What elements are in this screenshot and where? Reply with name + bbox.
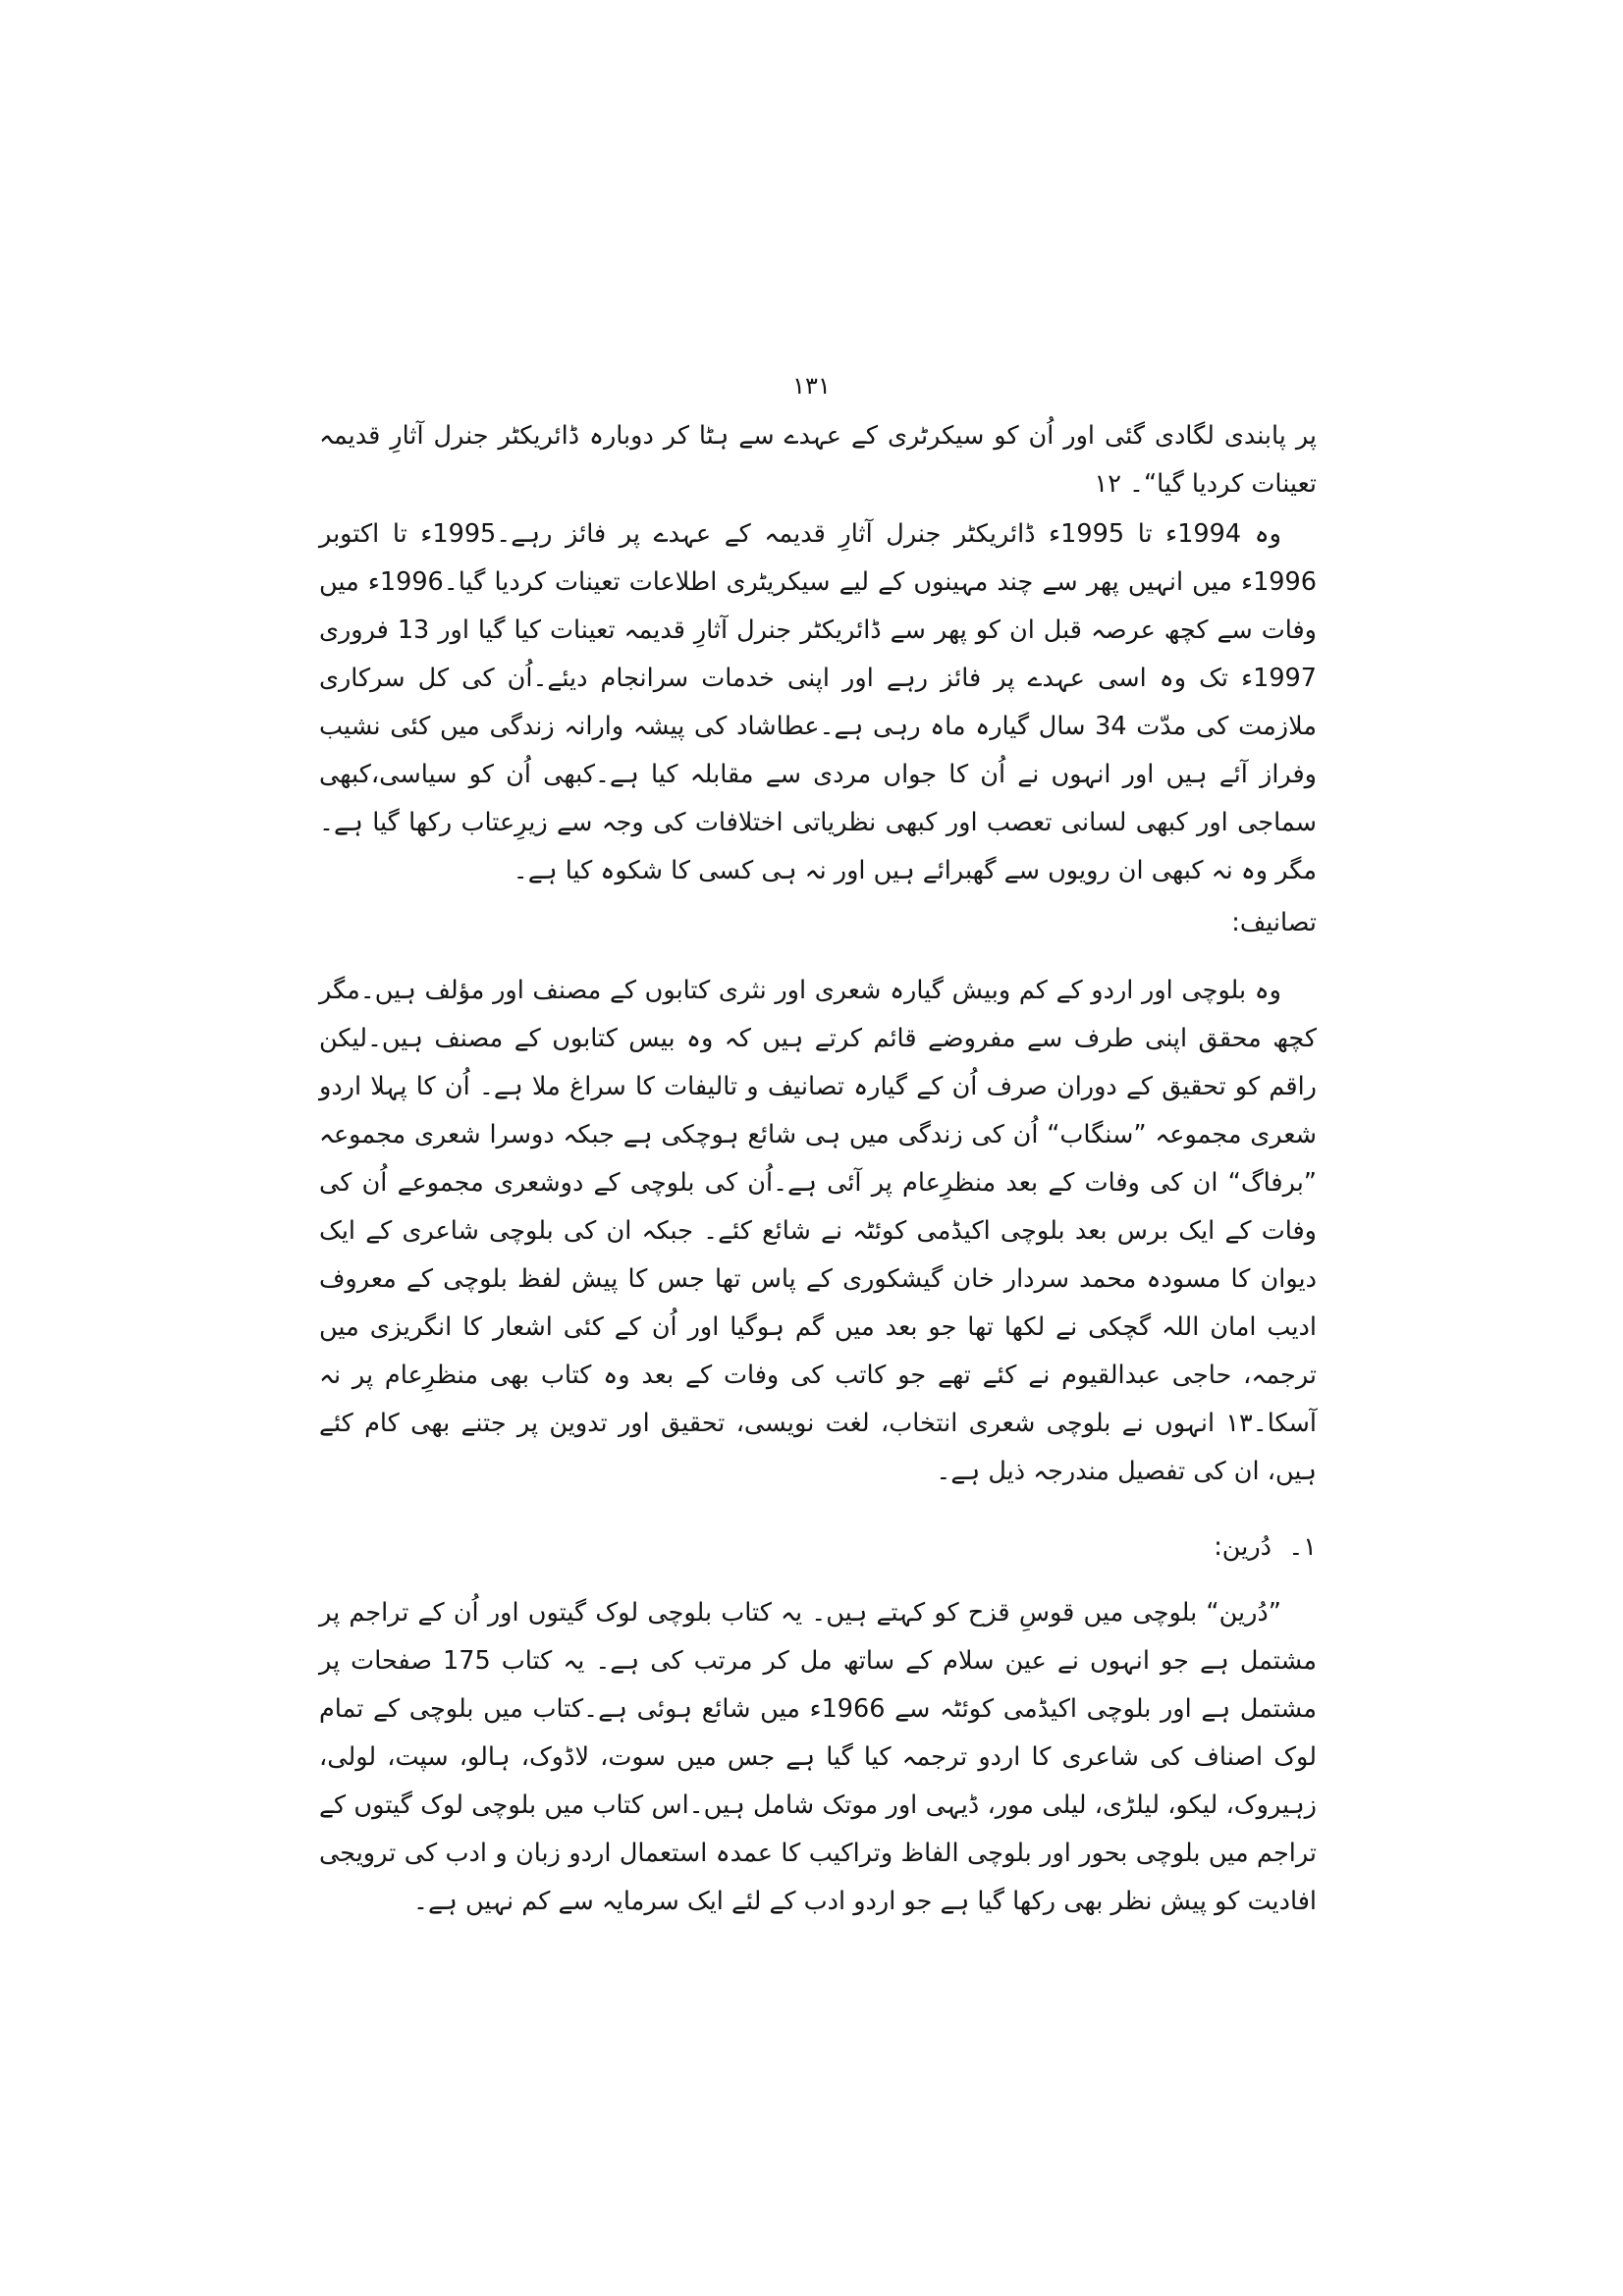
body-text [319, 412, 1317, 1926]
works-heading: تصانیف: [1231, 908, 1317, 937]
works-paragraph: وہ بلوچی اور اردو کے کم وبیش گیارہ شعری اور نثری کتابوں کے مصنف اور مؤلف ہیں۔مگر کچھ محقق اپنی طرف سے مفروضے قائم کرتے ہیں کہ وہ بیس کتابوں کے مصنف ہیں۔لیکن راقم کو تحقیق کے دوران صرف اُن کے گیارہ تصانیف و تالیفات کا سراغ ملا ہے۔ اُن کا پہلا اردو شعری مجموعہ ”سنگاب“ اُن کی زندگی میں ہی شائع ہوچکی ہے جبکہ دوسرا شعری مجموعہ ”برفاگ“ ان کی وفات کے بعد منظرِعام پر آئی ہے۔اُن کی بلوچی کے دوشعری مجموعے اُن کی وفات کے ایک برس بعد بلوچی اکیڈمی کوئٹہ نے شائع کئے۔ جبکہ ان کی بلوچی شاعری کے ایک دیوان کا مسودہ محمد سردار خان گیشکوری کے پاس تھا جس کا پیش لفظ بلوچی کے معروف ادیب امان اللہ گچکی نے لکھا تھا جو بعد میں گم ہوگیا اور اُن کے کئی اشعار کا انگریزی میں ترجمہ، حاجی عبدالقیوم نے کئے تھے جو کاتب کی وفات کے بعد وہ کتاب بھی منظرِعام پر نہ آسکا۔۱۳ انہوں نے بلوچی شعری انتخاب، لغت نویسی، تحقیق اور تدوین پر جتنے بھی کام کئے ہیں، ان کی تفصیل مندرجہ ذیل ہے۔ [319, 976, 1317, 1486]
item-title: دُرین: [1214, 1532, 1271, 1562]
continuation-paragraph: پر پابندی لگادی گئی اور اُن کو سیکرٹری کے عہدے سے ہٹا کر دوبارہ ڈائریکٹر جنرل آثارِ قدیمہ تعینات کردیا گیا“۔ ۱۲ [319, 421, 1317, 499]
service-paragraph: وہ 1994ء تا 1995ء ڈائریکٹر جنرل آثارِ قدیمہ کے عہدے پر فائز رہے۔1995ء تا اکتوبر 1996ء میں انہیں پھر سے چند مہینوں کے لیے سیکریٹری اطلاعات تعینات کردیا گیا۔1996ء میں وفات سے کچھ عرصہ قبل ان کو پھر سے ڈائریکٹر جنرل آثارِ قدیمہ تعینات کیا گیا اور 13 فروری 1997ء تک وہ اسی عہدے پر فائز رہے اور اپنی خدمات سرانجام دیئے۔اُن کی کل سرکاری ملازمت کی مدّت 34 سال گیارہ ماہ رہی ہے۔عطاشاد کی پیشہ وارانہ زندگی میں کئی نشیب وفراز آئے ہیں اور انہوں نے اُن کا جواں مردی سے مقابلہ کیا ہے۔کبھی اُن کو سیاسی،کبھی سماجی اور کبھی لسانی تعصب اور کبھی نظریاتی اختلافات کی وجہ سے زیرِعتاب رکھا گیا ہے۔مگر وہ نہ کبھی ان رویوں سے گھبرائے ہیں اور نہ ہی کسی کا شکوہ کیا ہے۔ [319, 519, 1317, 885]
durrin-heading [319, 1523, 1317, 1572]
page-number: ۱۳۱ [792, 372, 831, 400]
item-number: ۱۔ [1288, 1532, 1317, 1562]
durrin-paragraph: ”دُرین“ بلوچی میں قوسِ قزح کو کہتے ہیں۔ یہ کتاب بلوچی لوک گیتوں اور اُن کے تراجم پر مشتمل ہے جو انہوں نے عین سلام کے ساتھ مل کر مرتب کی ہے۔ یہ کتاب 175 صفحات پر مشتمل ہے اور بلوچی اکیڈمی کوئٹہ سے 1966ء میں شائع ہوئی ہے۔کتاب میں بلوچی کے تمام لوک اصناف کی شاعری کا اردو ترجمہ کیا گیا ہے جس میں سوت، لاڈوک، ہالو، سپت، لولی، زہیروک، لیکو، لیلڑی، لیلی مور، ڈیہی اور موتک شامل ہیں۔اس کتاب میں بلوچی لوک گیتوں کے تراجم میں بلوچی بحور اور بلوچی الفاظ وتراکیب کا عمدہ استعمال اردو زبان و ادب کی ترویجی افادیت کو پیش نظر بھی رکھا گیا ہے جو اردو ادب کے لئے ایک سرمایہ سے کم نہیں ہے۔ [319, 1598, 1318, 1916]
